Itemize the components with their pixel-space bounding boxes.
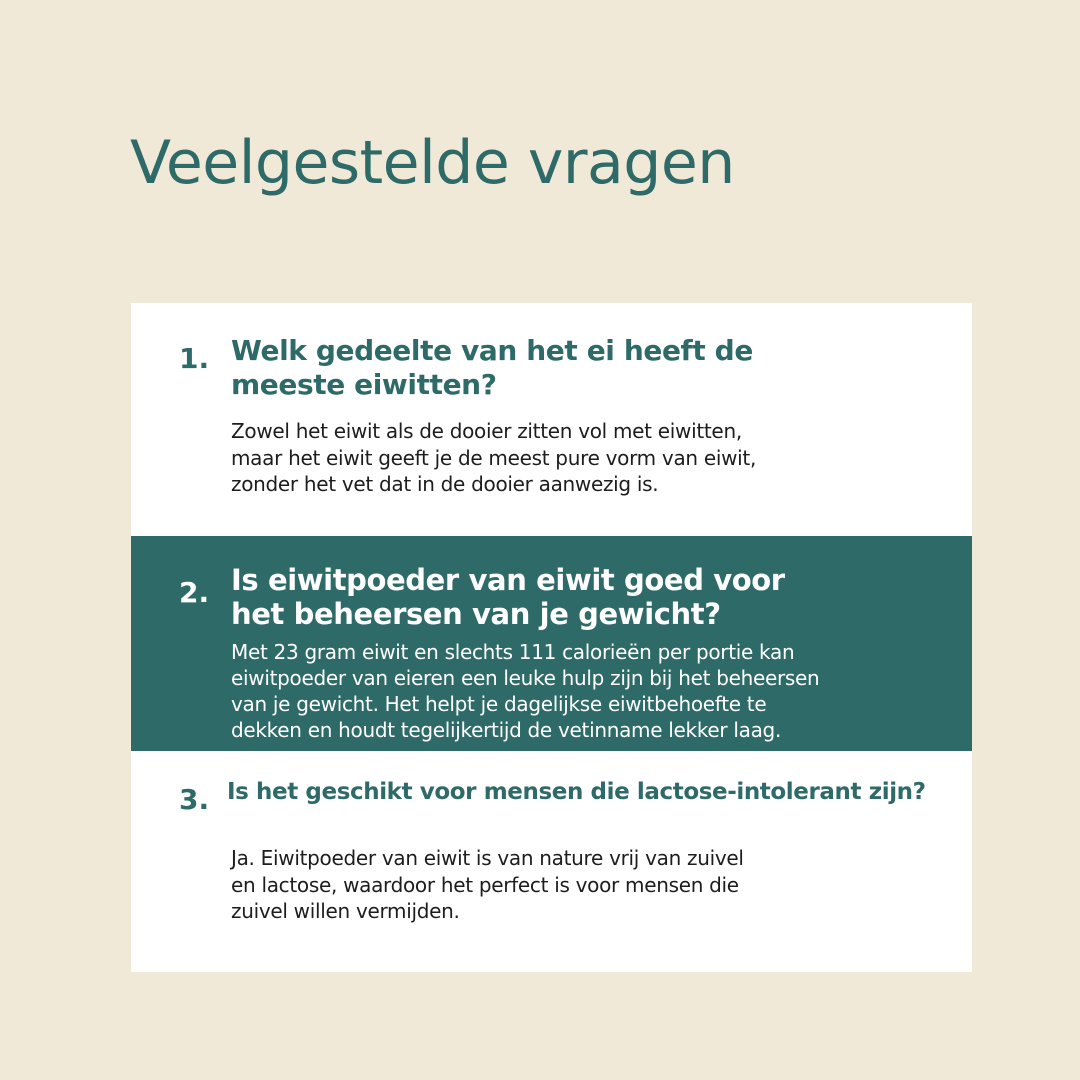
faq-item-2 [131,536,972,751]
faq-answer-line: Zowel het eiwit als de dooier zitten vol met eiwitten, [231,419,742,443]
faq-question [231,334,753,402]
faq-question-line: Is eiwitpoeder van eiwit goed voor [231,563,785,597]
faq-answer-line: eiwitpoeder van eieren een leuke hulp zijn bij het beheersen [231,666,820,690]
faq-answer-line: en lactose, waardoor het perfect is voor mensen die [231,872,739,897]
page-title: Veelgestelde vragen [130,128,735,198]
faq-card [131,303,972,972]
faq-answer [231,639,819,743]
faq-answer-line: maar het eiwit geeft je de meest pure vorm van eiwit, [231,445,757,470]
faq-answer-line: zuivel willen vermijden. [231,899,460,923]
faq-question-line: Is het geschikt voor mensen die lactose-intolerant zijn? [227,779,926,805]
faq-answer-line: Met 23 gram eiwit en slechts 111 calorieën per portie kan [231,640,795,664]
faq-question [227,775,926,809]
faq-item-number: 2. [179,576,210,609]
faq-answer [231,845,744,925]
faq-question [231,563,785,631]
faq-answer [231,418,756,498]
faq-item-number: 3. [179,783,210,816]
faq-item-1 [131,303,972,536]
faq-question-line: het beheersen van je gewicht? [231,597,721,631]
faq-answer-line: dekken en houdt tegelijkertijd de vetinname lekker laag. [231,718,781,742]
faq-question-line: Welk gedeelte van het ei heeft de [231,334,753,367]
faq-answer-line: van je gewicht. Het helpt je dagelijkse eiwitbehoefte te [231,692,767,716]
faq-question-line: meeste eiwitten? [231,368,497,401]
faq-item-3 [131,751,972,972]
faq-item-number: 1. [179,342,210,375]
faq-answer-line: Ja. Eiwitpoeder van eiwit is van nature vrij van zuivel [231,846,744,870]
faq-answer-line: zonder het vet dat in de dooier aanwezig is. [231,472,659,496]
